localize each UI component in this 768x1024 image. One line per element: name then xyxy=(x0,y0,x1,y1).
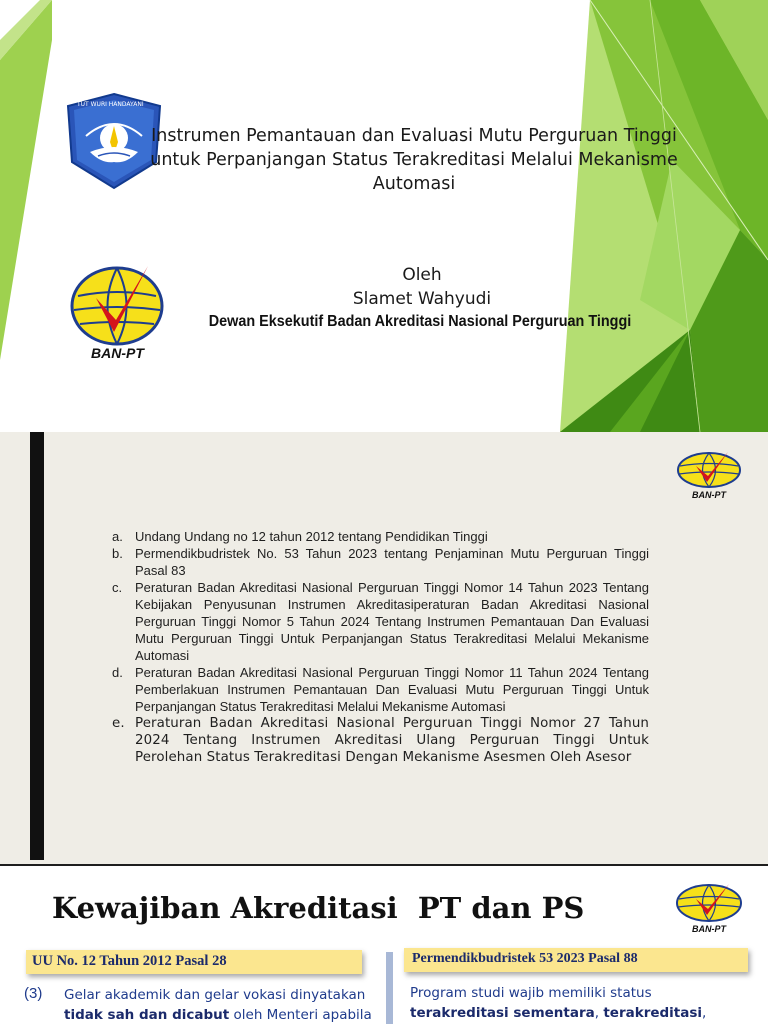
list-item xyxy=(112,545,649,579)
right-clause-text xyxy=(410,983,750,1023)
list-marker: a. xyxy=(112,529,123,544)
list-item xyxy=(112,664,649,715)
title-slide xyxy=(0,0,768,432)
list-marker: b. xyxy=(112,546,123,561)
clause-text: oleh Menteri apabila xyxy=(229,1007,372,1023)
left-heading-box xyxy=(26,950,362,974)
banpt-logo-text: BAN-PT xyxy=(692,490,726,500)
banpt-logo xyxy=(676,450,742,500)
right-heading-box xyxy=(404,948,748,972)
clause-bold-text: tidak sah dan dicabut xyxy=(64,1007,230,1023)
banpt-logo-text: BAN-PT xyxy=(692,924,726,934)
left-clause-text xyxy=(64,985,376,1024)
green-facet-decoration xyxy=(0,0,768,432)
list-marker: e. xyxy=(112,716,125,731)
list-item-text: Peraturan Badan Akreditasi Nasional Perguruan Tinggi Nomor 11 Tahun 2024 Tentang Pemberlakuan Instrumen Pemantauan Dan Evaluasi Mutu Perguruan Tinggi Untuk Perpanjangan Status Terakreditasi Melalui Mekanisme Automasi xyxy=(135,665,649,714)
clause-text: Gelar akademik dan gelar vokasi dinyatakan xyxy=(64,987,366,1003)
list-item-text: Permendikbudristek No. 53 Tahun 2023 tentang Penjaminan Mutu Perguruan Tinggi Pasal 83 xyxy=(135,546,649,578)
list-item xyxy=(112,579,649,664)
slide-divider xyxy=(0,864,768,866)
list-item xyxy=(112,715,649,766)
reference-list xyxy=(112,528,649,766)
list-item-text: Peraturan Badan Akreditasi Nasional Perguruan Tinggi Nomor 14 Tahun 2023 Tentang Kebijakan Penyusunan Instrumen Akreditasiperaturan Badan Akreditasi Nasional Perguruan Tinggi Nomor 5 Tahun 2024 Tentang Instrumen Pemantauan Dan Evaluasi Mutu Perguruan Tinggi Untuk Perpanjangan Status Terakreditasi Melalui Mekanisme Automasi xyxy=(135,580,649,663)
clause-bold-text: terakreditasi sementara xyxy=(410,1005,595,1021)
clause-text: , xyxy=(594,1005,604,1021)
list-marker: d. xyxy=(112,665,123,680)
references-slide xyxy=(0,432,768,864)
clause-text: , xyxy=(702,1005,707,1021)
list-item xyxy=(112,528,649,545)
slide-title: Kewajiban Akreditasi PT dan PS xyxy=(52,891,585,925)
clause-text: Program studi wajib memiliki status xyxy=(410,985,652,1001)
author-organization: Dewan Eksekutif Badan Akreditasi Nasional Perguruan Tinggi xyxy=(208,313,632,330)
obligations-slide xyxy=(0,864,768,1024)
by-label: Oleh xyxy=(402,265,442,285)
left-accent-bar xyxy=(30,432,44,864)
column-divider xyxy=(386,952,393,1024)
banpt-logo xyxy=(675,882,743,934)
clause-bold-text: terakreditasi xyxy=(603,1005,703,1021)
banpt-logo-text: BAN-PT xyxy=(91,345,144,361)
right-heading: Permendikbudristek 53 2023 Pasal 88 xyxy=(412,951,638,966)
author-name: Slamet Wahyudi xyxy=(352,289,492,309)
left-heading: UU No. 12 Tahun 2012 Pasal 28 xyxy=(32,953,227,969)
presentation-title: Instrumen Pemantauan dan Evaluasi Mutu Perguruan Tinggi untuk Perpanjangan Status Terakreditasi Melalui Mekanisme Automasi xyxy=(150,126,678,194)
kemendikbud-logo-text: TUT WURI HANDAYANI xyxy=(77,101,144,108)
list-marker: c. xyxy=(112,580,123,595)
list-item-text: Peraturan Badan Akreditasi Nasional Perguruan Tinggi Nomor 27 Tahun 2024 Tentang Instrumen Akreditasi Ulang Perguruan Tinggi Untuk Perolehan Status Terakreditasi Dengan Mekanisme Asesmen Oleh Asesor xyxy=(135,716,649,765)
clause-marker: (3) xyxy=(24,985,43,1002)
list-item-text: Undang Undang no 12 tahun 2012 tentang Pendidikan Tinggi xyxy=(135,529,488,544)
